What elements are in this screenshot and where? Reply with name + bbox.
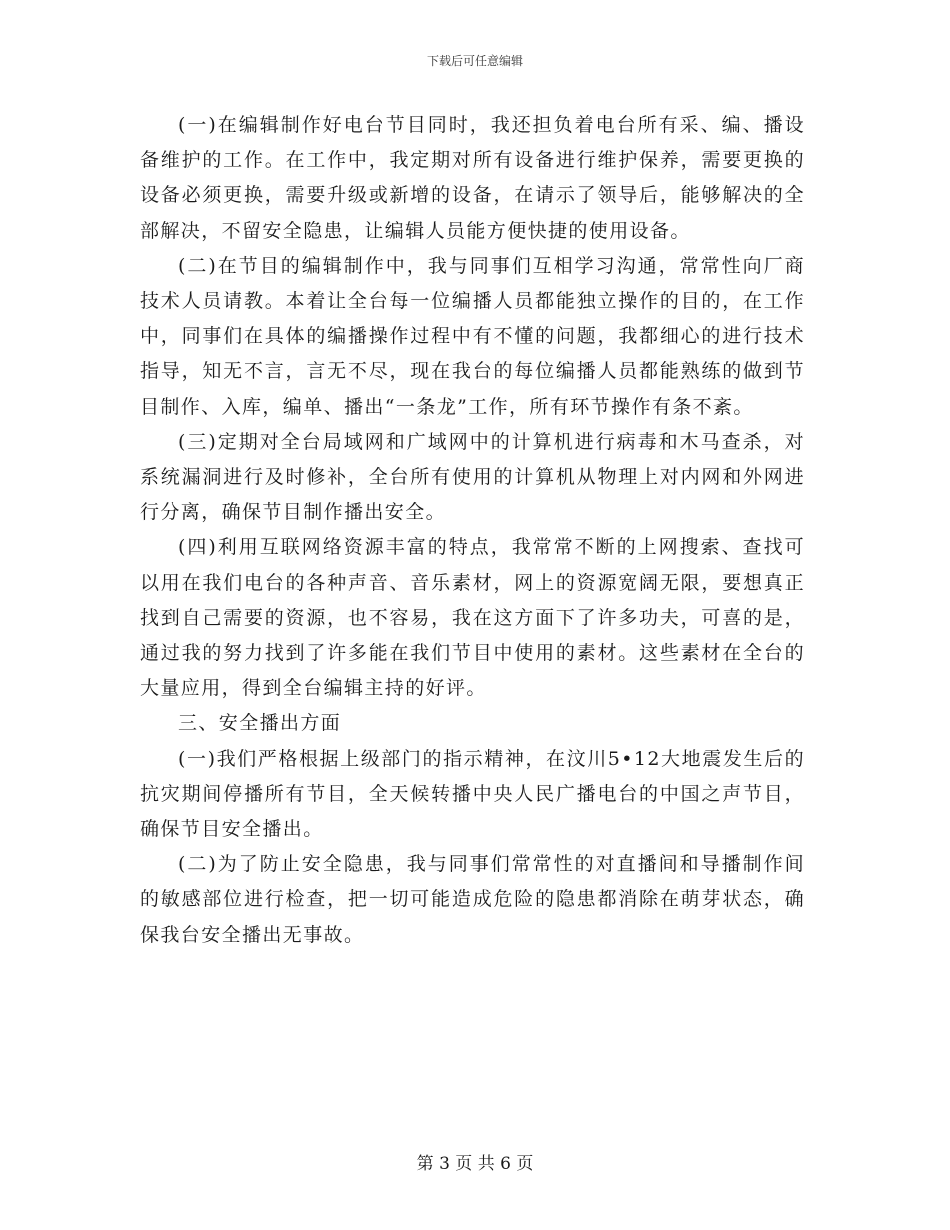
page-header: 下载后可任意编辑 [426,54,523,68]
paragraph-virus-scanning: (三)定期对全台局域网和广域网中的计算机进行病毒和木马查杀，对系统漏洞进行及时修补，全台所有使用的计算机从物理上对内网和外网进行分离，确保节目制作播出安全。 [140,430,805,524]
paragraph-safety-inspection: (二)为了防止安全隐患，我与同事们常常性的对直播间和导播制作间的敏感部位进行检查，把一切可能造成危险的隐患都消除在萌芽状态，确保我台安全播出无事故。 [140,853,805,946]
paragraph-technical-guidance: (二)在节目的编辑制作中，我与同事们互相学习沟通，常常性向厂商技术人员请教。本着让全台每一位编播人员都能独立操作的目的，在工作中，同事们在具体的编播操作过程中有不懂的问题，我都细心的进行技术指导，知无不言，言无不尽，现在我台的每位编播人员都能熟练的做到节目制作、入库，编单、播出“一条龙”工作，所有环节操作有条不紊。 [140,254,805,418]
paragraph-internet-resources: (四)利用互联网络资源丰富的特点，我常常不断的上网搜索、查找可以用在我们电台的各种声音、音乐素材，网上的资源宽阔无限，要想真正找到自己需要的资源，也不容易，我在这方面下了许多功夫，可喜的是，通过我的努力找到了许多能在我们节目中使用的素材。这些素材在全台的大量应用，得到全台编辑主持的好评。 [140,536,805,700]
page-number-footer: 第 3 页 共 6 页 [416,1154,534,1174]
section-heading-broadcast-safety: 三、安全播出方面 [178,712,342,735]
paragraph-earthquake-relay: (一)我们严格根据上级部门的指示精神，在汶川5•12大地震发生后的抗灾期间停播所有节目，全天候转播中央人民广播电台的中国之声节目，确保节目安全播出。 [140,747,805,841]
paragraph-equipment-maintenance: (一)在编辑制作好电台节目同时，我还担负着电台所有采、编、播设备维护的工作。在工作中，我定期对所有设备进行维护保养，需要更换的设备必须更换，需要升级或新增的设备，在请示了领导后，能够解决的全部解决，不留安全隐患，让编辑人员能方便快捷的使用设备。 [140,114,805,242]
document-body [140,108,805,953]
